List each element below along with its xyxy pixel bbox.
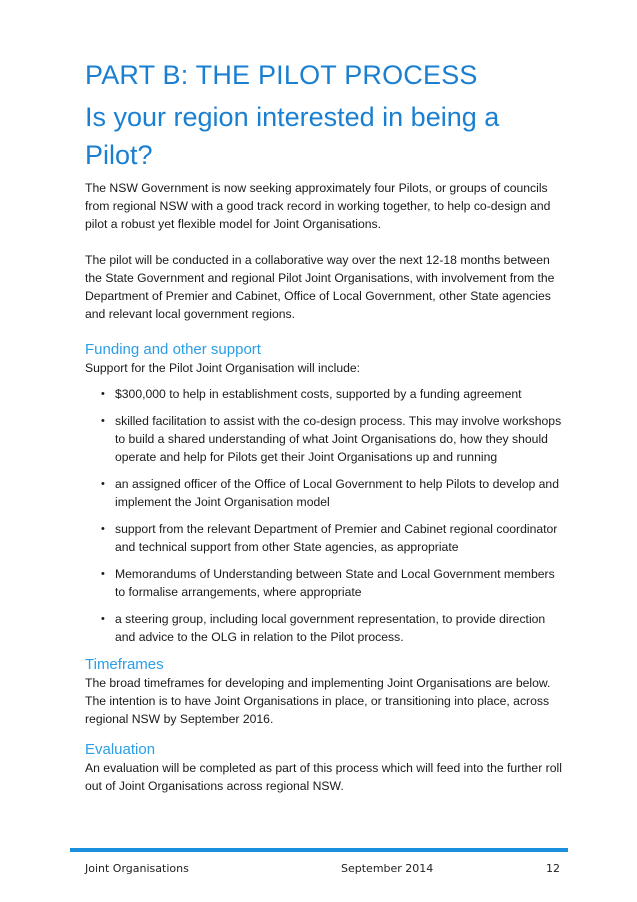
funding-list [85,385,563,646]
funding-title: Funding and other support [85,341,261,358]
footer-document-title: Joint Organisations [85,862,189,875]
bullet-icon: • [101,415,105,427]
list-item-text: $300,000 to help in establishment costs, supported by a funding agreement [115,387,522,401]
list-item-text: an assigned officer of the Office of Local Government to help Pilots to develop and implement the Joint Organisation model [115,477,559,509]
list-item [85,385,563,403]
timeframes-title: Timeframes [85,656,164,673]
page-number: 12 [546,862,560,875]
list-item [85,565,563,601]
page-content [85,56,563,795]
bullet-icon: • [101,568,105,580]
list-item [85,475,563,511]
list-item-text: Memorandums of Understanding between State and Local Government members to formalise arrangements, where appropriate [115,567,555,599]
list-item [85,610,563,646]
intro-paragraph: The NSW Government is now seeking approximately four Pilots, or groups of councils from regional NSW with a good track record in working together, to help co-design and pilot a robust yet flexible model for Joint Organisations. [85,181,551,231]
funding-lead: Support for the Pilot Joint Organisation will include: [85,361,361,375]
bullet-icon: • [101,613,105,625]
timeframes-text: The broad timeframes for developing and implementing Joint Organisations are below. The intention is to have Joint Organisations in place, or transitioning into place, across regional NSW by September 2016. [85,676,551,726]
evaluation-text: An evaluation will be completed as part of this process which will feed into the further roll out of Joint Organisations across regional NSW. [85,761,562,793]
funding-section [85,341,563,646]
pilot-paragraph: The pilot will be conducted in a collaborative way over the next 12-18 months between the State Government and regional Pilot Joint Organisations, with involvement from the Department of Premier and Cabinet, Office of Local Government, other State agencies and relevant local government regions. [85,253,555,321]
part-title: PART B: THE PILOT PROCESS [85,60,478,90]
list-item-text: skilled facilitation to assist with the co-design process. This may involve workshops to build a shared understanding of what Joint Organisations do, how they should operate and help for Pilots get their Joint Organisations up and running [115,414,562,464]
evaluation-title: Evaluation [85,741,156,758]
bullet-icon: • [101,523,105,535]
list-item [85,412,563,466]
list-item-text: a steering group, including local government representation, to provide direction and advice to the OLG in relation to the Pilot process. [115,612,546,644]
bullet-icon: • [101,478,105,490]
evaluation-section [85,741,563,795]
timeframes-section [85,656,563,728]
list-item-text: support from the relevant Department of Premier and Cabinet regional coordinator and technical support from other State agencies, as appropriate [115,522,558,554]
bullet-icon: • [101,388,105,400]
footer-date: September 2014 [341,862,434,875]
footer-rule [70,848,568,852]
section-title: Is your region interested in being a Pilot? [85,102,500,170]
list-item [85,520,563,556]
